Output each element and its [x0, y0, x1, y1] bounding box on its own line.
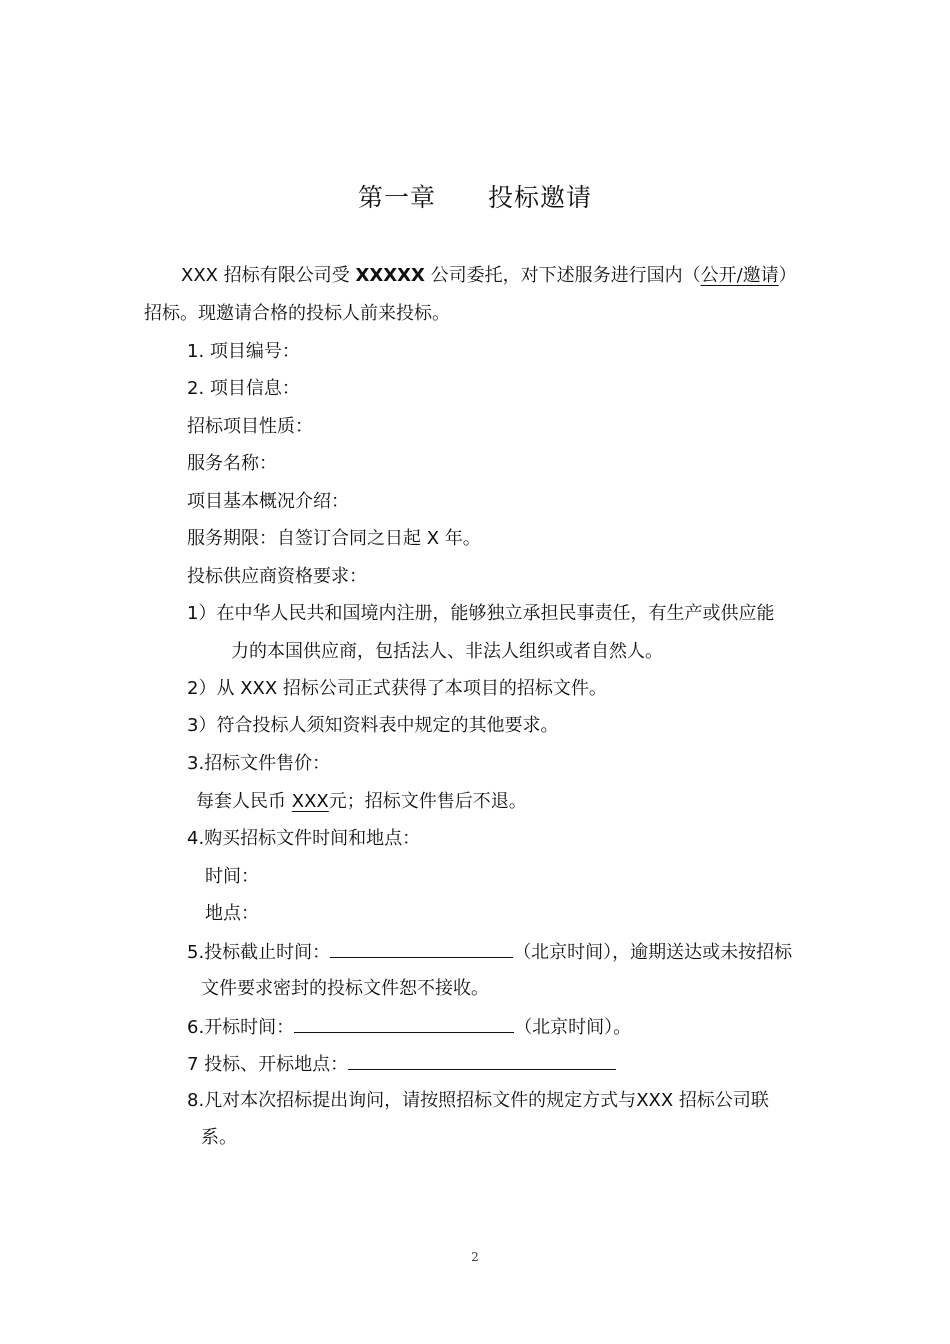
- intro-text-3: ）: [778, 265, 797, 286]
- inquiry-line-2: 系。: [201, 1127, 237, 1148]
- item-label: 投标、开标地点：: [204, 1054, 349, 1075]
- tender-method: 公开/邀请: [700, 265, 779, 286]
- chapter-name: 投标邀请: [488, 183, 593, 212]
- item-inquiry: [187, 1089, 769, 1113]
- item-project-number: [187, 340, 300, 364]
- intro-line-1: [181, 264, 797, 288]
- item-qualification: 投标供应商资格要求：: [187, 566, 367, 587]
- deadline-text: （北京时间），逾期送达或未按招标: [513, 942, 793, 963]
- req-text: 在中华人民共和国境内注册，能够独立承担民事责任，有生产或供应能: [216, 603, 775, 624]
- item-label: 购买招标文件时间和地点：: [204, 828, 421, 849]
- purchase-time: 时间：: [205, 866, 259, 887]
- deadline-blank: [330, 939, 513, 958]
- req-text: 符合投标人须知资料表中规定的其他要求。: [216, 715, 559, 736]
- item-label: 开标时间：: [204, 1017, 295, 1038]
- inquiry-company: XXX: [636, 1090, 674, 1111]
- intro-text-1: 招标有限公司受: [223, 265, 350, 286]
- client-name: XXXXX: [355, 265, 425, 286]
- chapter-number: 第一章: [357, 183, 436, 212]
- purchase-place: 地点：: [205, 903, 259, 924]
- price-text-2: 元；招标文件售后不退。: [328, 791, 527, 812]
- item-num: 4.: [187, 828, 205, 849]
- opening-text: （北京时间）。: [514, 1017, 632, 1038]
- item-num: 1.: [187, 341, 205, 362]
- inquiry-text-1: 凡对本次招标提出询问，请按照招标文件的规定方式与: [204, 1090, 637, 1111]
- item-label: 招标文件售价：: [204, 753, 331, 774]
- intro-text-2: 公司委托，对下述服务进行国内（: [430, 265, 701, 286]
- req-num: 1）: [187, 603, 217, 624]
- item-num: 2.: [187, 378, 205, 399]
- item-deadline: [187, 939, 792, 965]
- item-num: 5.: [187, 942, 205, 963]
- item-location: [187, 1051, 616, 1077]
- chapter-title: [0, 178, 950, 214]
- item-num: 6.: [187, 1017, 205, 1038]
- item-label: 项目编号：: [209, 341, 300, 362]
- period-years: X: [426, 528, 440, 549]
- opening-blank: [294, 1014, 514, 1033]
- req-text-2: 招标公司正式获得了本项目的招标文件。: [282, 678, 607, 699]
- item-purchase: [187, 827, 420, 851]
- requirement-1-line-1: [187, 602, 774, 626]
- item-document-price: [187, 752, 330, 776]
- deadline-line-2: 文件要求密封的投标文件恕不接收。: [201, 978, 489, 999]
- req-company: XXX: [240, 678, 278, 699]
- req-text-1: 从: [216, 678, 235, 699]
- item-service-period: [187, 527, 481, 551]
- item-num: 8.: [187, 1090, 205, 1111]
- item-overview: 项目基本概况介绍：: [187, 491, 349, 512]
- page-number: 2: [471, 1250, 479, 1264]
- intro-line-2: 招标。现邀请合格的投标人前来投标。: [144, 303, 450, 324]
- requirement-3: [187, 714, 558, 738]
- item-project-info: [187, 377, 300, 401]
- inquiry-text-2: 招标公司联: [678, 1090, 769, 1111]
- item-num: 3.: [187, 753, 205, 774]
- price-text-1: 每套人民币: [196, 791, 286, 812]
- item-label: 投标截止时间：: [204, 942, 331, 963]
- item-nature: 招标项目性质：: [187, 416, 313, 437]
- item-label: 项目信息：: [209, 378, 300, 399]
- period-unit: 年。: [444, 528, 481, 549]
- agency-name: XXX: [181, 265, 218, 286]
- requirement-1-line-2: 力的本国供应商，包括法人、非法人组织或者自然人。: [231, 641, 663, 662]
- location-blank: [348, 1051, 616, 1070]
- item-num: 7: [187, 1054, 199, 1075]
- period-label: 服务期限：自签订合同之日起: [187, 528, 421, 549]
- req-num: 2）: [187, 678, 217, 699]
- requirement-2: [187, 677, 607, 701]
- price-amount: XXX: [291, 791, 329, 812]
- price-detail: [196, 790, 527, 814]
- req-num: 3）: [187, 715, 217, 736]
- item-opening-time: [187, 1014, 631, 1040]
- item-service-name: 服务名称：: [187, 453, 277, 474]
